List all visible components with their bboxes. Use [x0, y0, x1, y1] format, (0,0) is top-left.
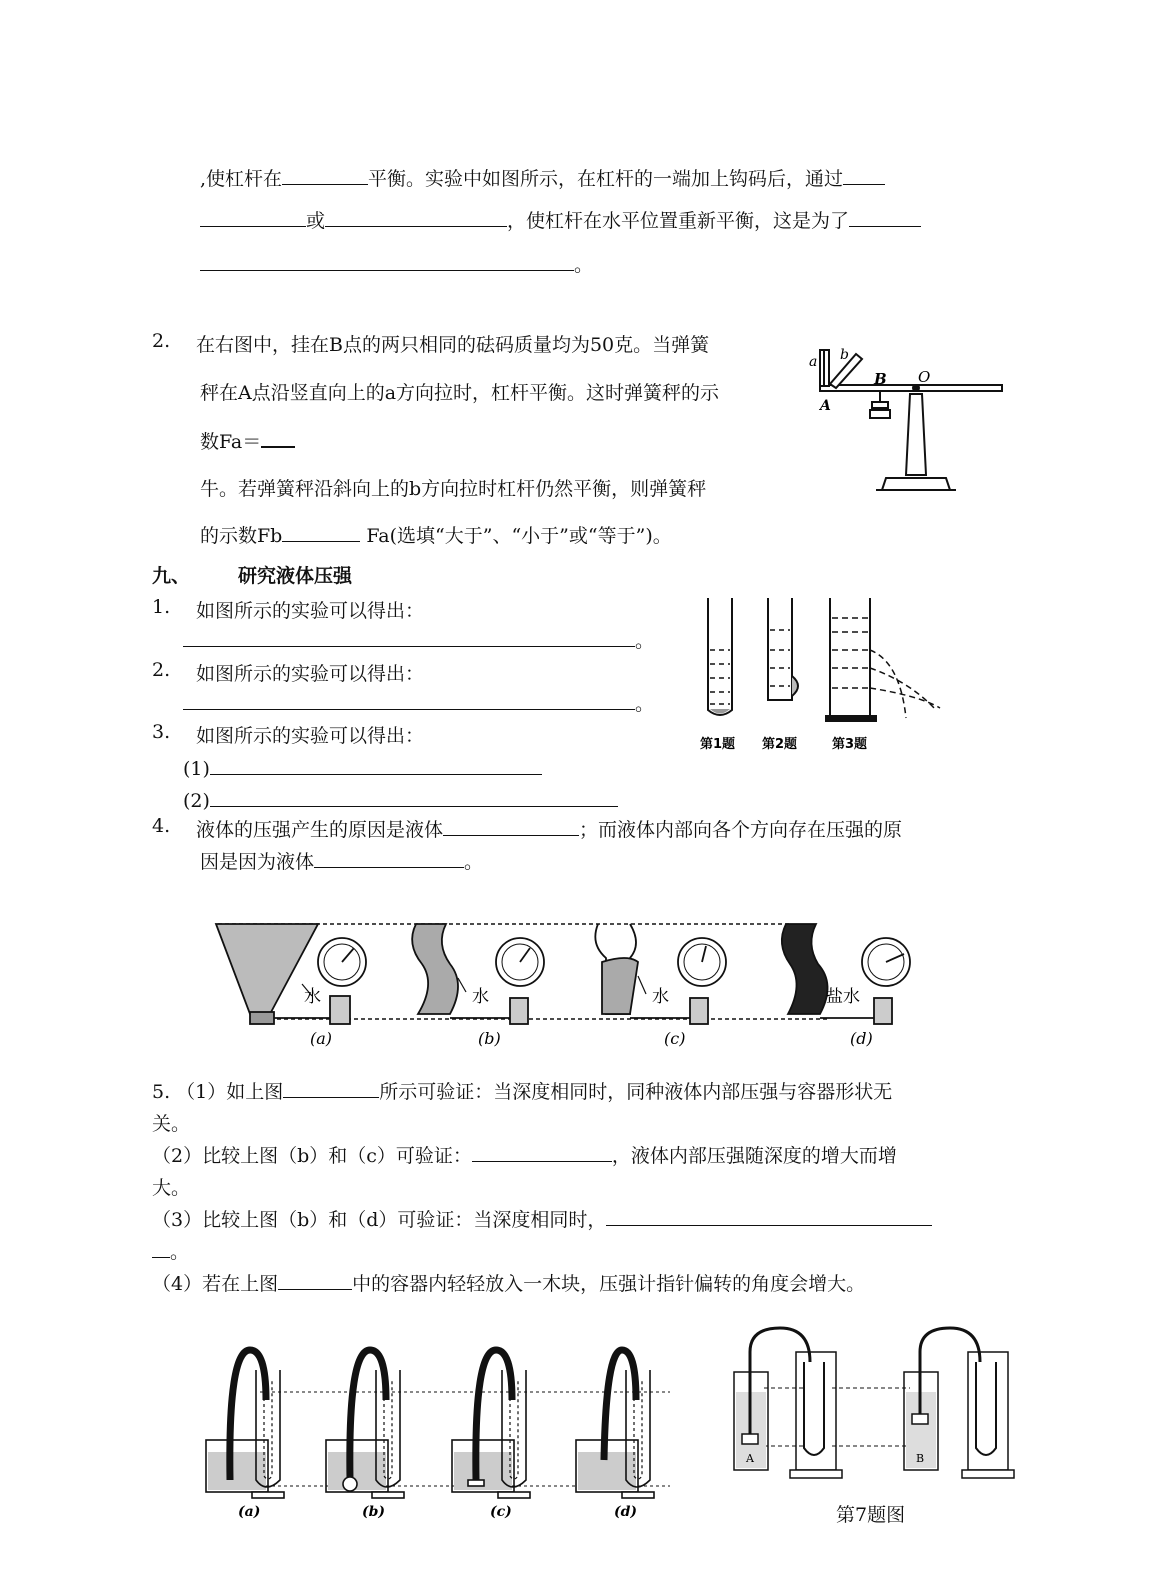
question-number: 2.: [152, 659, 171, 681]
question-number: 3.: [152, 721, 171, 743]
panel-label: (b): [362, 1504, 386, 1520]
question-text: [196, 815, 902, 842]
question-text: 大。: [152, 1177, 191, 1199]
panel-label: (d): [850, 1029, 873, 1048]
text-segment: 或: [306, 210, 326, 232]
text-segment: （2）比较上图（b）和（c）可验证：: [152, 1145, 472, 1167]
liquid-label: 水: [652, 987, 669, 1007]
text-segment: 因是因为液体: [200, 851, 315, 873]
text-segment: ,使杠杆在: [200, 168, 283, 190]
text-segment: 。: [635, 630, 655, 652]
answer-blank[interactable]: [282, 164, 368, 185]
answer-line: [183, 626, 654, 653]
beaker-label: A: [746, 1452, 754, 1465]
text-segment: Fa(选填“大于”、“小于”或“等于”)。: [360, 525, 672, 547]
liquid-label: 水: [304, 987, 321, 1007]
text-segment: 所示可验证：当深度相同时，同种液体内部压强与容器形状无: [379, 1081, 893, 1103]
panel-label: (b): [478, 1029, 501, 1048]
question-text: [152, 1141, 897, 1168]
lever-intro-line1: [200, 164, 885, 191]
question-text: [152, 1269, 865, 1296]
section-number: 九、: [152, 565, 191, 587]
question-text: 如图所示的实验可以得出：: [196, 663, 425, 685]
figure-caption: 第2题: [762, 737, 798, 752]
question-text: 在右图中，挂在B点的两只相同的砝码质量均为50克。当弹簧: [196, 334, 710, 356]
text-segment: 液体的压强产生的原因是液体: [196, 819, 444, 841]
answer-blank[interactable]: [183, 689, 635, 710]
answer-blank[interactable]: [282, 521, 360, 542]
figure-caption: 第1题: [700, 737, 736, 752]
question-text: [200, 521, 672, 548]
answer-blank[interactable]: [200, 250, 574, 271]
answer-blank[interactable]: [210, 786, 618, 807]
section-title: 研究液体压强: [238, 565, 353, 587]
question-number: 4.: [152, 815, 171, 837]
pressure-gauge-figure: [210, 914, 990, 1054]
question-text: 如图所示的实验可以得出：: [196, 725, 425, 747]
text-segment: 。: [635, 693, 655, 715]
text-segment: （4）若在上图: [152, 1273, 279, 1295]
tube-figures: [700, 592, 960, 762]
panel-label: (c): [664, 1029, 686, 1048]
sub-number: (1): [183, 758, 210, 780]
text-segment: ，使杠杆在水平位置重新平衡，这是为了: [507, 210, 850, 232]
manometer-figure: [200, 1340, 680, 1520]
q7-figure: [724, 1322, 1024, 1482]
answer-blank[interactable]: [443, 815, 579, 836]
answer-blank[interactable]: [472, 1141, 612, 1162]
answer-blank[interactable]: [200, 206, 306, 227]
question-text: [200, 847, 483, 874]
question-text: 牛。若弹簧秤沿斜向上的b方向拉时杠杆仍然平衡，则弹簧秤: [200, 478, 707, 500]
lever-intro-line3: [200, 250, 593, 277]
text-segment: 中的容器内轻轻放入一木块，压强计指针偏转的角度会增大。: [352, 1273, 866, 1295]
answer-blank[interactable]: [843, 164, 885, 185]
text-segment: 平衡。实验中如图所示，在杠杆的一端加上钩码后，通过: [368, 168, 844, 190]
answer-blank[interactable]: [183, 626, 635, 647]
answer-blank[interactable]: [261, 426, 295, 448]
text-segment: ；而液体内部向各个方向存在压强的原: [579, 819, 903, 841]
figure-caption: 第7题图: [836, 1504, 906, 1526]
panel-label: (d): [614, 1504, 638, 1520]
question-number: 1.: [152, 596, 171, 618]
question-text: [152, 1205, 932, 1232]
answer-blank[interactable]: [283, 1077, 379, 1098]
question-text: [152, 1077, 892, 1104]
figure-label: A: [820, 398, 831, 414]
answer-line: [183, 754, 542, 780]
answer-blank[interactable]: [325, 206, 507, 227]
question-text: [200, 426, 295, 454]
answer-blank[interactable]: [210, 754, 542, 775]
question-number: 2.: [152, 330, 171, 352]
text-segment: ，液体内部压强随深度的增大而增: [611, 1145, 897, 1167]
answer-blank[interactable]: [152, 1237, 170, 1258]
text-segment: 。: [170, 1241, 190, 1263]
lever-intro-line2: [200, 206, 921, 233]
question-text: 关。: [152, 1113, 191, 1135]
panel-label: (a): [238, 1504, 261, 1520]
figure-label: O: [918, 368, 931, 386]
liquid-label: 水: [472, 987, 489, 1007]
answer-line: [183, 689, 654, 716]
figure-caption: 第3题: [832, 737, 868, 752]
liquid-label: 盐水: [826, 987, 860, 1007]
beaker-label: B: [916, 1452, 925, 1465]
sub-number: (2): [183, 790, 210, 812]
answer-line: [183, 786, 618, 812]
text-segment: 数Fa＝: [200, 431, 262, 453]
answer-blank[interactable]: [314, 847, 464, 868]
text-segment: 。: [464, 851, 484, 873]
panel-label: (c): [490, 1504, 512, 1520]
answer-blank[interactable]: [849, 206, 921, 227]
figure-label: a: [809, 354, 818, 370]
panel-label: (a): [310, 1029, 333, 1048]
lever-figure: [806, 340, 1006, 500]
text-segment: 。: [574, 254, 594, 276]
question-text: [152, 1237, 189, 1264]
figure-label: B: [874, 370, 887, 388]
text-segment: 的示数Fb: [200, 525, 283, 547]
text-segment: （3）比较上图（b）和（d）可验证：当深度相同时，: [152, 1209, 607, 1231]
question-text: 如图所示的实验可以得出：: [196, 600, 425, 622]
answer-blank[interactable]: [278, 1269, 352, 1290]
figure-label: b: [840, 347, 849, 363]
answer-blank[interactable]: [606, 1205, 932, 1226]
question-text: 秤在A点沿竖直向上的a方向拉时，杠杆平衡。这时弹簧秤的示: [200, 382, 720, 404]
text-segment: 5. （1）如上图: [152, 1081, 284, 1103]
